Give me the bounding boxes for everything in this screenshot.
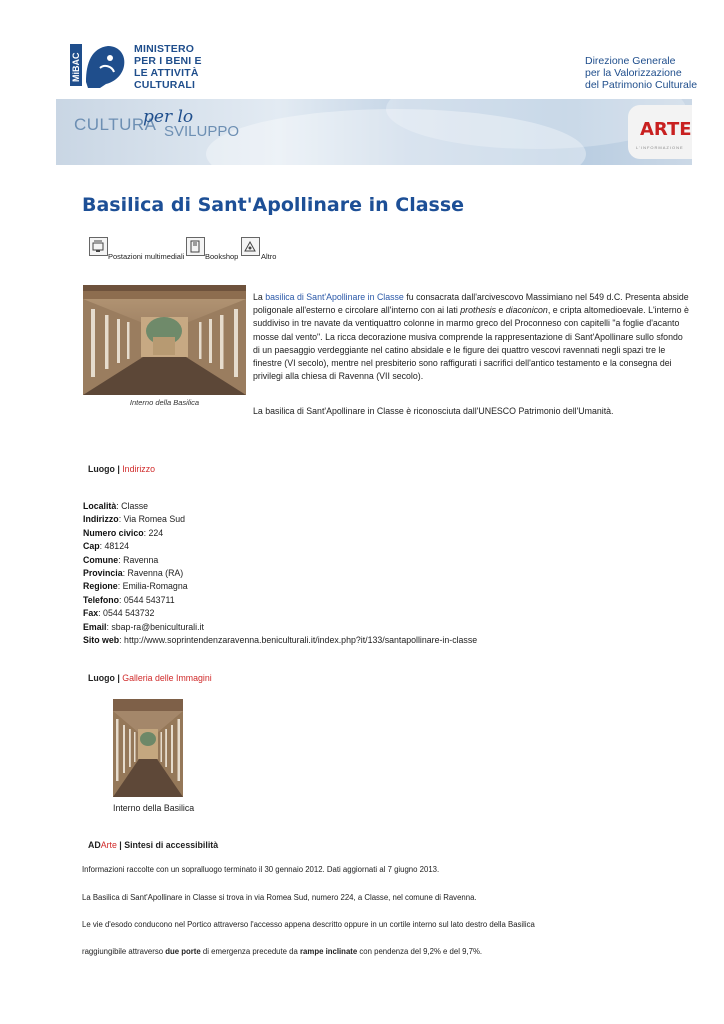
acc-text: di emergenza precedute da bbox=[200, 947, 301, 956]
ministry-line: PER I BENI E bbox=[134, 55, 202, 67]
basilica-link[interactable]: basilica di Sant'Apollinare in Classe bbox=[265, 292, 404, 302]
address-label: Provincia bbox=[83, 568, 123, 579]
email-value[interactable]: : sbap-ra@beniculturali.it bbox=[106, 621, 204, 632]
address-label: Email bbox=[83, 621, 107, 632]
address-value: : Classe bbox=[116, 501, 149, 511]
multimedia-icon[interactable] bbox=[89, 237, 108, 256]
intro-em-diaconicon: diaconicon bbox=[505, 305, 548, 316]
mibac-logo bbox=[70, 42, 126, 88]
address-value: : 224 bbox=[143, 527, 164, 538]
mibac-mark-text: MiBAC bbox=[71, 52, 81, 82]
accessibility-paragraph bbox=[82, 947, 702, 956]
address-row bbox=[83, 594, 477, 607]
accessibility-heading bbox=[88, 840, 218, 850]
basilica-interior-photo[interactable] bbox=[83, 285, 246, 395]
separator: | bbox=[114, 673, 123, 683]
separator: | bbox=[114, 464, 123, 474]
ad-label: AD bbox=[88, 840, 101, 850]
arte-label[interactable]: Arte bbox=[100, 840, 117, 850]
address-row bbox=[83, 567, 477, 580]
address-block bbox=[83, 500, 477, 647]
banner-per-lo: per lo bbox=[143, 107, 194, 127]
altro-icon[interactable] bbox=[241, 237, 260, 256]
dg-line: Direzione Generale bbox=[585, 55, 676, 67]
address-row bbox=[83, 621, 477, 634]
bookshop-icon[interactable] bbox=[186, 237, 205, 256]
banner-cultura: CULTURA bbox=[74, 115, 157, 134]
gallery-caption: Interno della Basilica bbox=[113, 803, 195, 813]
intro-text-part: , e cripta altomedioevale. L'interno è suddiviso in tre navate da ventiquattro colonne in marmo greco del Proconneso con capitelli "a foglie d'acanto mosse dal vento". La ricca decorazione musiva comprende la rappresentazione di Sant'Apollinare sullo sfondo di un paesaggio verdeggiante nel catino absidale e le figure dei quattro vescovi ravennati negli spazi tre le finestre (VI secolo), mentre nel presbiterio sono raffigurati i sacrifici dell'antico testamento e la consegna dei privilegi alla chiesa di Ravenna (VII secolo). bbox=[253, 305, 689, 382]
intro-paragraph bbox=[253, 291, 689, 383]
website-value[interactable]: : http://www.soprintendenzaravenna.beniculturali.it/index.php?it/133/santapollinare-in-classe bbox=[119, 635, 478, 646]
accessibility-paragraph: Le vie d'esodo conducono nel Portico attraverso l'accesso appena descritto oppure in un cortile interno sul lato destro della Basilica bbox=[82, 920, 535, 929]
address-value: : 48124 bbox=[99, 541, 129, 552]
address-row bbox=[83, 580, 477, 593]
unesco-paragraph: La basilica di Sant'Apollinare in Classe è riconosciuta dall'UNESCO Patrimonio dell'Umanità. bbox=[253, 406, 614, 416]
address-value: : 0544 543732 bbox=[98, 608, 155, 619]
banner-sviluppo: SVILUPPO bbox=[164, 123, 240, 140]
ministry-line: CULTURALI bbox=[134, 79, 196, 91]
indirizzo-tab[interactable]: Indirizzo bbox=[122, 464, 155, 474]
accessibility-title: | Sintesi di accessibilità bbox=[116, 840, 219, 850]
address-row bbox=[83, 540, 477, 553]
address-row bbox=[83, 513, 477, 526]
intro-text-part: e bbox=[495, 305, 506, 316]
arte-logo-subtitle: L'INFORMAZIONE bbox=[636, 145, 684, 150]
acc-text: con pendenza del 9,2% e del 9,7%. bbox=[357, 947, 483, 956]
address-value: : 0544 543711 bbox=[119, 594, 175, 605]
acc-bold: rampe inclinate bbox=[300, 947, 358, 956]
address-label: Fax bbox=[83, 608, 99, 619]
ministry-line: MINISTERO bbox=[134, 43, 195, 55]
dg-line: per la Valorizzazione bbox=[585, 67, 682, 79]
arte-logo-text: ARTE bbox=[640, 119, 692, 140]
address-row bbox=[83, 634, 477, 647]
address-value: : Ravenna (RA) bbox=[122, 568, 184, 579]
address-label: Numero civico bbox=[83, 527, 144, 538]
main-photo-caption: Interno della Basilica bbox=[129, 398, 200, 407]
intro-em-prothesis: prothesis bbox=[460, 305, 496, 316]
address-value: : Ravenna bbox=[118, 554, 159, 565]
gallery-photo[interactable] bbox=[113, 699, 183, 797]
address-label: Comune bbox=[83, 554, 119, 565]
acc-text: raggiungibile attraverso bbox=[82, 947, 166, 956]
acc-bold: due porte bbox=[165, 947, 201, 956]
address-label: Telefono bbox=[83, 594, 119, 605]
address-label: Sito web bbox=[83, 635, 120, 646]
intro-text-part: fu consacrata dall'arcivescovo Massimiano nel 549 d.C. Presenta abside poligonale all'esterno e circolare all'interno con ai lati bbox=[253, 292, 689, 316]
section-heading-indirizzo bbox=[88, 464, 155, 474]
quick-link-altro[interactable]: Altro bbox=[261, 252, 277, 261]
luogo-label: Luogo bbox=[88, 673, 115, 683]
address-label: Località bbox=[83, 501, 117, 511]
dg-line: del Patrimonio Culturale bbox=[585, 79, 698, 91]
page-title: Basilica di Sant'Apollinare in Classe bbox=[82, 194, 465, 216]
address-label: Cap bbox=[83, 541, 100, 552]
quick-link-bookshop[interactable]: Bookshop bbox=[205, 252, 239, 261]
galleria-tab[interactable]: Galleria delle Immagini bbox=[122, 673, 212, 683]
address-row bbox=[83, 500, 477, 513]
address-value: : Via Romea Sud bbox=[118, 514, 186, 525]
section-heading-galleria bbox=[88, 673, 212, 683]
quick-link-multimedia[interactable]: Postazioni multimediali bbox=[108, 252, 185, 261]
address-label: Indirizzo bbox=[83, 514, 119, 525]
intro-prefix: La bbox=[253, 292, 266, 302]
luogo-label: Luogo bbox=[88, 464, 115, 474]
address-row bbox=[83, 527, 477, 540]
header-banner bbox=[56, 99, 692, 165]
accessibility-paragraph: Informazioni raccolte con un sopralluogo terminato il 30 gennaio 2012. Dati aggiornati al 7 giugno 2013. bbox=[82, 865, 440, 874]
accessibility-paragraph: La Basilica di Sant'Apollinare in Classe si trova in via Romea Sud, numero 224, a Classe, nel comune di Ravenna. bbox=[82, 893, 477, 902]
address-label: Regione bbox=[83, 581, 118, 592]
address-row bbox=[83, 607, 477, 620]
address-row bbox=[83, 554, 477, 567]
address-value: : Emilia-Romagna bbox=[117, 581, 188, 592]
ministry-line: LE ATTIVITÀ bbox=[134, 67, 199, 79]
